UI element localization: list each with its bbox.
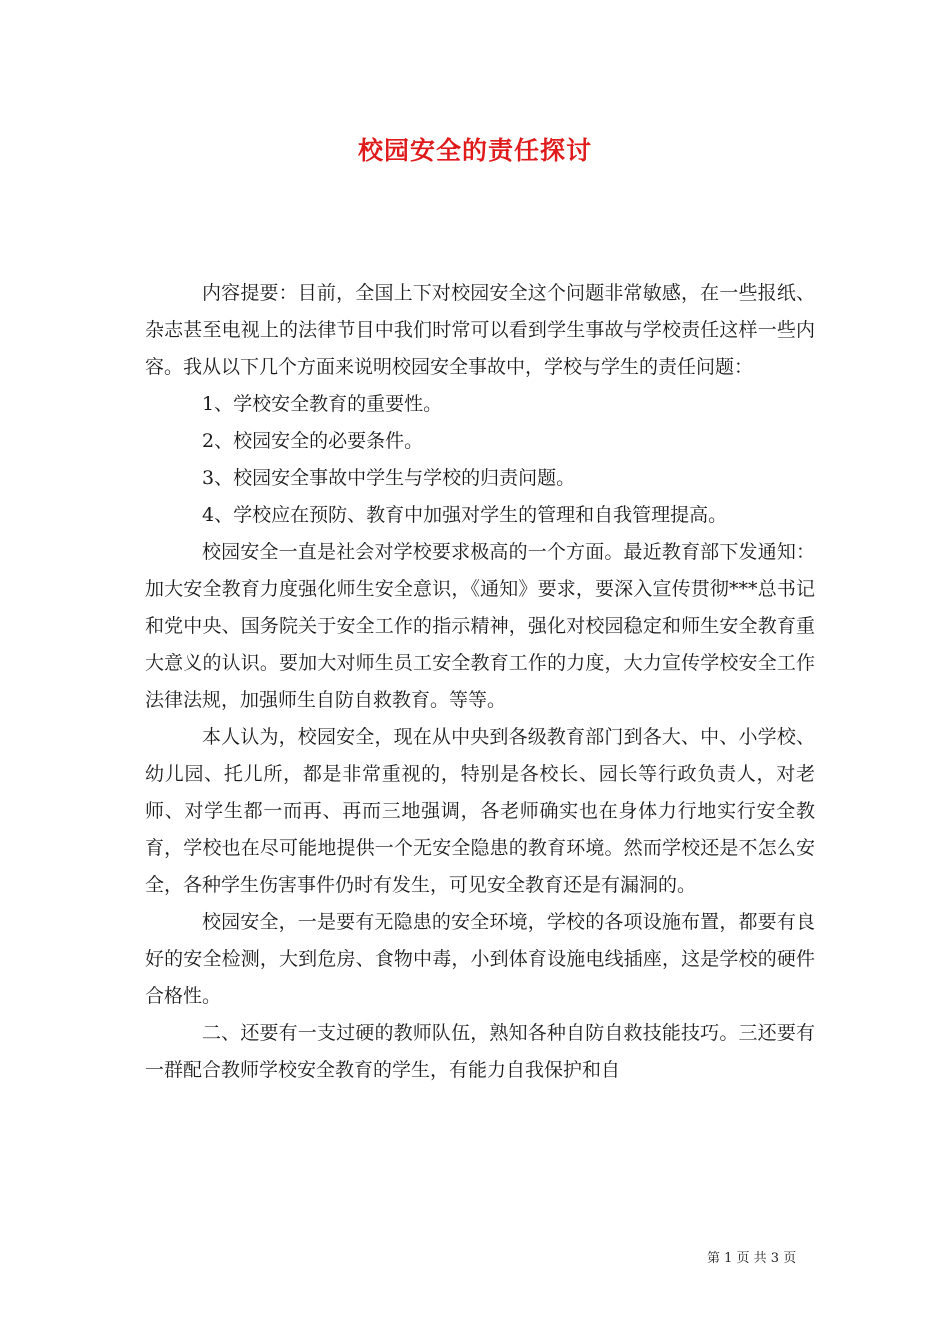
paragraph: 校园安全一直是社会对学校要求极高的一个方面。最近教育部下发通知：加大安全教育力度强化师生安全意识，《通知》要求，要深入宣传贯彻***总书记和党中央、国务院关于安全工作的指示精神，强化对校园稳定和师生安全教育重大意义的认识。要加大对师生员工安全教育工作的力度，大力宣传学校安全工作法律法规，加强师生自防自救教育。等等。 (145, 541, 815, 711)
paragraph-abstract: 内容提要：目前，全国上下对校园安全这个问题非常敏感，在一些报纸、杂志甚至电视上的法律节目中我们时常可以看到学生事故与学校责任这样一些内容。我从以下几个方面来说明校园安全事故中，学校与学生的责任问题： (145, 282, 815, 378)
list-item: 4、学校应在预防、教育中加强对学生的管理和自我管理提高。 (202, 504, 728, 526)
paragraph: 校园安全，一是要有无隐患的安全环境，学校的各项设施布置，都要有良好的安全检测，大到危房、食物中毒，小到体育设施电线插座，这是学校的硬件合格性。 (145, 911, 815, 1007)
list-item: 1、学校安全教育的重要性。 (202, 393, 443, 415)
list-item: 3、校园安全事故中学生与学校的归责问题。 (202, 467, 576, 489)
paragraph: 本人认为，校园安全，现在从中央到各级教育部门到各大、中、小学校、幼儿园、托儿所，都是非常重视的，特别是各校长、园长等行政负责人，对老师、对学生都一而再、再而三地强调，各老师确实也在身体力行地实行安全教育，学校也在尽可能地提供一个无安全隐患的教育环境。然而学校还是不怎么安全，各种学生伤害事件仍时有发生，可见安全教育还是有漏洞的。 (145, 726, 815, 896)
paragraph: 二、还要有一支过硬的教师队伍，熟知各种自防自救技能技巧。三还要有一群配合教师学校安全教育的学生，有能力自我保护和自 (145, 1022, 815, 1081)
page-title: 校园安全的责任探讨 (357, 136, 592, 165)
page-number: 第 1 页 共 3 页 (707, 1251, 797, 1266)
document-body (145, 275, 815, 1089)
list-item: 2、校园安全的必要条件。 (202, 430, 424, 452)
